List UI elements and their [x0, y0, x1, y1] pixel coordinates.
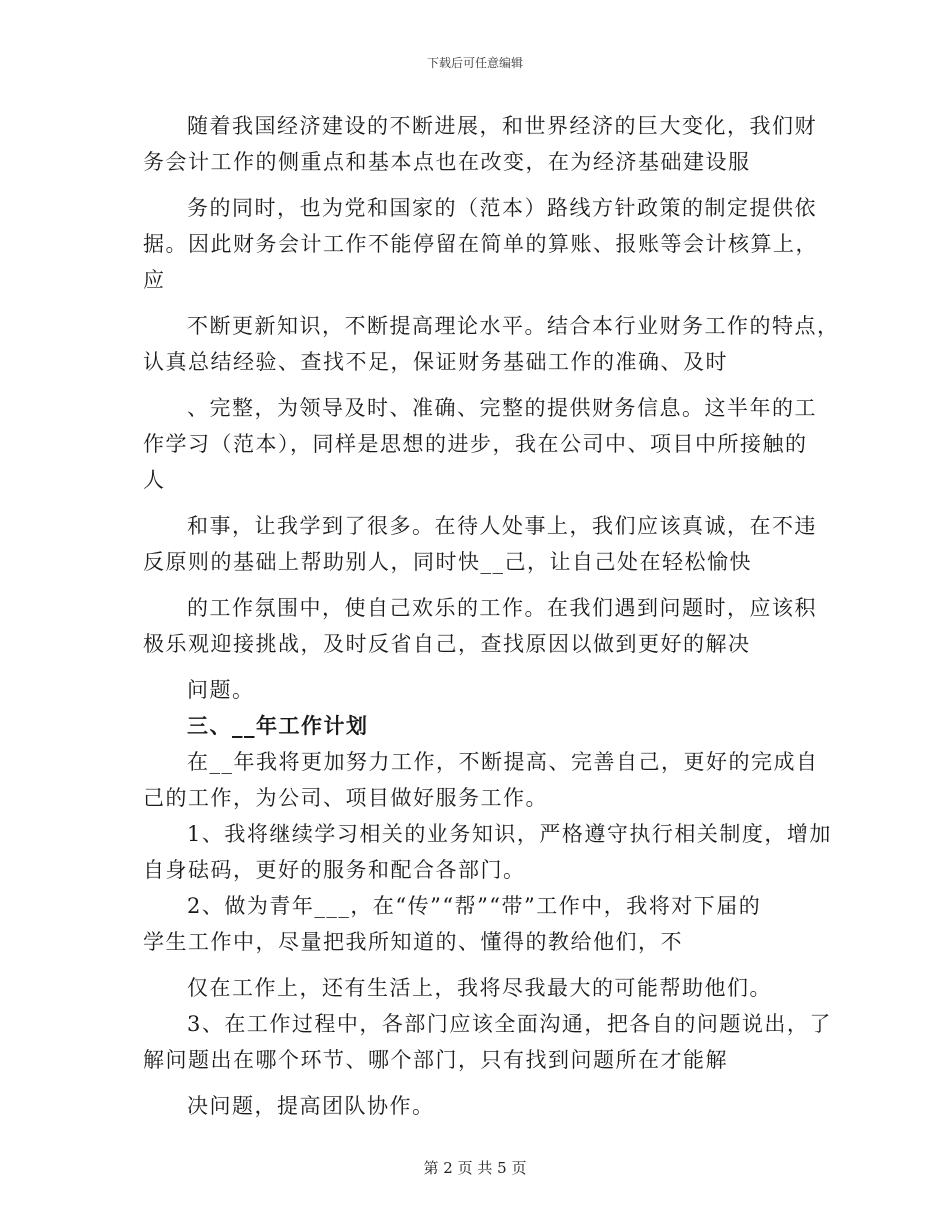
text-line: 的工作氛围中，使自己欢乐的工作。在我们遇到问题时，应该积	[187, 596, 817, 620]
text-line: 极乐观迎接挑战，及时反省自己，查找原因以做到更好的解决	[143, 632, 751, 656]
text-line: 和事，让我学到了很多。在待人处事上，我们应该真诚，在不违	[187, 514, 817, 538]
page-footer: 第 2 页 共 5 页	[423, 1159, 527, 1177]
text-line: 据。因此财务会计工作不能停留在简单的算账、报账等会计核算上，	[143, 232, 818, 256]
page-header: 下载后可任意编辑	[426, 56, 523, 70]
text-line: 应	[143, 268, 166, 292]
text-line: 人	[143, 468, 166, 492]
text-line: 随着我国经济建设的不断进展，和世界经济的巨大变化，我们财	[187, 114, 817, 138]
text-line: 3、在工作过程中，各部门应该全面沟通，把各自的问题说出，了	[187, 1012, 832, 1036]
text-line: 在__年我将更加努力工作，不断提高、完善自己，更好的完成自	[187, 750, 819, 774]
text-line: 不断更新知识，不断提高理论水平。结合本行业财务工作的特点，	[187, 314, 840, 338]
text-line: 问题。	[187, 678, 255, 702]
section-heading: 三、__年工作计划	[187, 713, 369, 738]
text-line: 反原则的基础上帮助别人，同时快__己，让自己处在轻松愉快	[143, 550, 752, 574]
text-line: 仅在工作上，还有生活上，我将尽我最大的可能帮助他们。	[187, 976, 772, 1000]
text-line: 1、我将继续学习相关的业务知识，严格遵守执行相关制度，增加	[187, 822, 832, 846]
text-line: 决问题，提高团队协作。	[187, 1094, 435, 1118]
text-line: 学生工作中，尽量把我所知道的、懂得的教给他们，不	[143, 930, 683, 954]
text-line: 2、做为青年___，在“传”“帮”“带”工作中，我将对下届的	[187, 894, 762, 918]
text-line: 作学习（范本），同样是思想的进步，我在公司中、项目中所接触的	[143, 432, 808, 456]
text-line: 务的同时，也为党和国家的（范本）路线方针政策的制定提供依	[187, 196, 817, 220]
text-line: 自身砝码，更好的服务和配合各部门。	[143, 858, 526, 882]
text-line: 认真总结经验、查找不足，保证财务基础工作的准确、及时	[143, 350, 728, 374]
text-line: 、完整，为领导及时、准确、完整的提供财务信息。这半年的工	[187, 396, 817, 420]
text-line: 务会计工作的侧重点和基本点也在改变，在为经济基础建设服	[143, 150, 751, 174]
text-line: 己的工作，为公司、项目做好服务工作。	[143, 786, 548, 810]
text-line: 解问题出在哪个环节、哪个部门，只有找到问题所在才能解	[143, 1048, 728, 1072]
document-body	[143, 108, 840, 1124]
